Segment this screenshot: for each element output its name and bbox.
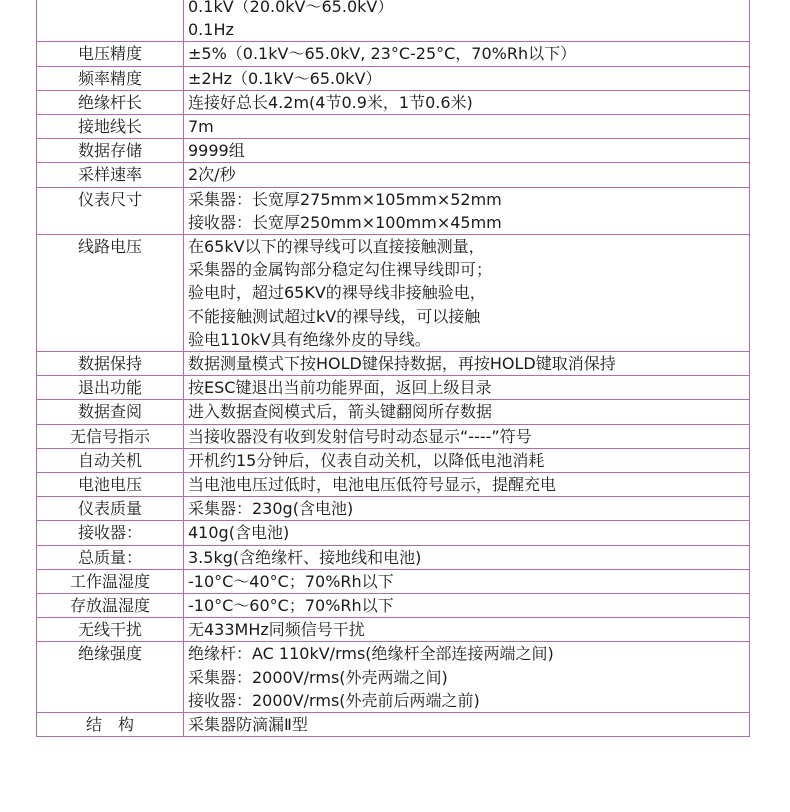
spec-value xyxy=(184,90,750,114)
spec-value-line: 无433MHz同频信号干扰 xyxy=(188,620,365,640)
spec-value xyxy=(184,187,750,234)
spec-value xyxy=(184,448,750,472)
spec-label: 绝缘强度 xyxy=(37,642,184,713)
spec-value-line: 7m xyxy=(188,117,214,137)
spec-label: 仪表质量 xyxy=(37,497,184,521)
spec-label: 存放温湿度 xyxy=(37,594,184,618)
spec-value-line: 进入数据查阅模式后，箭头键翻阅所存数据 xyxy=(188,402,493,422)
spec-value-line: ±5%（0.1kV～65.0kV, 23°C-25°C，70%Rh以下） xyxy=(188,44,577,64)
spec-label: 绝缘杆长 xyxy=(37,90,184,114)
spec-row xyxy=(37,400,750,424)
spec-table xyxy=(36,0,750,737)
spec-row xyxy=(37,187,750,234)
spec-label: 数据保持 xyxy=(37,352,184,376)
spec-label: 仪表尺寸 xyxy=(37,187,184,234)
spec-label: 数据存储 xyxy=(37,139,184,163)
spec-label: 接收器： xyxy=(37,521,184,545)
spec-value xyxy=(184,424,750,448)
spec-label: 数据查阅 xyxy=(37,400,184,424)
spec-table-body xyxy=(37,0,750,737)
spec-value xyxy=(184,376,750,400)
spec-row xyxy=(37,352,750,376)
spec-row xyxy=(37,521,750,545)
spec-value-line: 当电池电压过低时，电池电压低符号显示，提醒充电 xyxy=(188,475,557,495)
spec-value xyxy=(184,115,750,139)
spec-value-line: 按ESC键退出当前功能界面，返回上级目录 xyxy=(188,378,492,398)
spec-row xyxy=(37,618,750,642)
spec-value-line: 验电时，超过65KV的裸导线非接触验电， xyxy=(188,283,486,303)
spec-value xyxy=(184,497,750,521)
spec-value-line: 0.1Hz xyxy=(188,20,234,40)
spec-label: 电压精度 xyxy=(37,42,184,66)
spec-row xyxy=(37,448,750,472)
spec-label: 工作温湿度 xyxy=(37,569,184,593)
spec-row xyxy=(37,90,750,114)
spec-row xyxy=(37,66,750,90)
spec-value-line: 接收器：2000V/rms(外壳前后两端之前) xyxy=(188,690,480,710)
spec-label: 线路电压 xyxy=(37,235,184,352)
spec-value-line: 当接收器没有收到发射信号时动态显示“----”符号 xyxy=(188,426,532,446)
spec-value-line: 开机约15分钟后，仪表自动关机，以降低电池消耗 xyxy=(188,450,545,470)
spec-label xyxy=(37,0,184,42)
spec-value xyxy=(184,618,750,642)
spec-label: 电池电压 xyxy=(37,473,184,497)
spec-value-line: 0.1kV（20.0kV～65.0kV） xyxy=(188,0,394,16)
spec-label: 无线干扰 xyxy=(37,618,184,642)
spec-row xyxy=(37,473,750,497)
spec-value-line: 采集器：长宽厚275mm×105mm×52mm xyxy=(188,189,502,209)
spec-value xyxy=(184,139,750,163)
spec-label: 自动关机 xyxy=(37,448,184,472)
spec-label: 总质量： xyxy=(37,545,184,569)
spec-row xyxy=(37,569,750,593)
spec-row xyxy=(37,115,750,139)
spec-row xyxy=(37,0,750,42)
spec-value-line: -10°C～60°C；70%Rh以下 xyxy=(188,596,394,616)
spec-value xyxy=(184,594,750,618)
spec-value xyxy=(184,400,750,424)
spec-value-line: 采集器的金属钩部分稳定勾住裸导线即可； xyxy=(188,260,493,280)
spec-label: 频率精度 xyxy=(37,66,184,90)
spec-value xyxy=(184,66,750,90)
spec-value xyxy=(184,473,750,497)
spec-value-line: ±2Hz（0.1kV～65.0kV） xyxy=(188,68,382,88)
spec-value-line: 9999组 xyxy=(188,141,245,161)
spec-row xyxy=(37,642,750,713)
spec-value xyxy=(184,521,750,545)
spec-value-line: 绝缘杆：AC 110kV/rms(绝缘杆全部连接两端之间) xyxy=(188,644,554,664)
spec-label: 退出功能 xyxy=(37,376,184,400)
spec-label: 采样速率 xyxy=(37,163,184,187)
spec-value-line: 采集器防滴漏Ⅱ型 xyxy=(188,715,308,735)
spec-value xyxy=(184,0,750,42)
spec-row xyxy=(37,594,750,618)
spec-row xyxy=(37,376,750,400)
spec-value-line: -10°C～40°C；70%Rh以下 xyxy=(188,571,394,591)
spec-label: 无信号指示 xyxy=(37,424,184,448)
spec-row xyxy=(37,497,750,521)
spec-row xyxy=(37,139,750,163)
spec-value-line: 接收器：长宽厚250mm×100mm×45mm xyxy=(188,212,502,232)
spec-row xyxy=(37,163,750,187)
spec-value-line: 连接好总长4.2m(4节0.9米，1节0.6米) xyxy=(188,92,473,112)
spec-value-line: 不能接触测试超过kV的裸导线，可以接触 xyxy=(188,306,481,326)
spec-value-line: 2次/秒 xyxy=(188,165,236,185)
spec-value-line: 采集器：230g(含电池) xyxy=(188,499,354,519)
spec-label: 接地线长 xyxy=(37,115,184,139)
spec-row xyxy=(37,545,750,569)
spec-value-line: 在65kV以下的裸导线可以直接接触测量， xyxy=(188,237,485,257)
spec-value xyxy=(184,713,750,737)
spec-row xyxy=(37,235,750,352)
spec-value xyxy=(184,545,750,569)
spec-value xyxy=(184,235,750,352)
spec-value-line: 采集器：2000V/rms(外壳两端之间) xyxy=(188,667,448,687)
spec-value-line: 3.5kg(含绝缘杆、接地线和电池) xyxy=(188,547,422,567)
spec-row xyxy=(37,42,750,66)
spec-value xyxy=(184,569,750,593)
spec-row xyxy=(37,713,750,737)
spec-value xyxy=(184,352,750,376)
spec-value xyxy=(184,163,750,187)
spec-value-line: 410g(含电池) xyxy=(188,523,290,543)
spec-value-line: 数据测量模式下按HOLD键保持数据，再按HOLD键取消保持 xyxy=(188,354,616,374)
spec-value xyxy=(184,42,750,66)
spec-row xyxy=(37,424,750,448)
spec-label: 结 构 xyxy=(37,713,184,737)
spec-value xyxy=(184,642,750,713)
spec-value-line: 验电110kV具有绝缘外皮的导线。 xyxy=(188,329,431,349)
